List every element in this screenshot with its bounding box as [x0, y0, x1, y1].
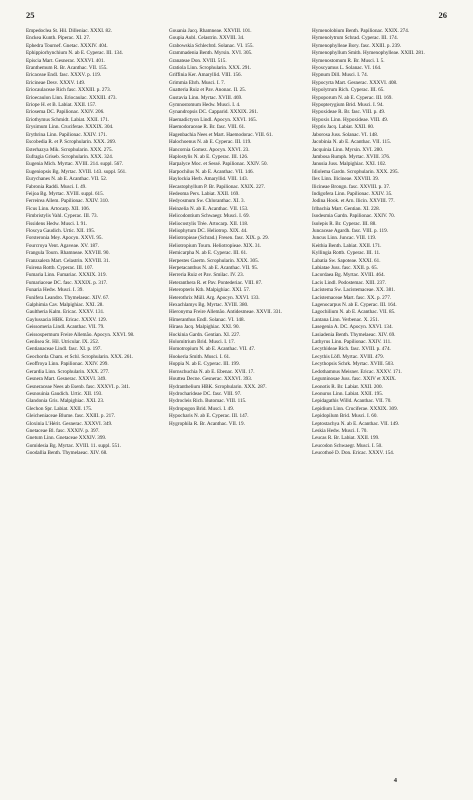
- index-entry: Grabowskia Schlechtd. Solanac. VI. 155.: [169, 42, 254, 49]
- index-entry: Fuirena Rottb. Cyperac. III. 107.: [26, 265, 94, 271]
- index-entry: Jaborosa Juss. Solanac. VI. 148.: [312, 131, 379, 138]
- index-entry: Erioecaulon Linn. Eriocaulac. XXXIII. 473.: [26, 94, 117, 101]
- index-entry: Leguminosae Juss. fasc. XXIV et XXIX.: [312, 376, 397, 383]
- index-entry: Fabronia Raddi. Musci. I. 49.: [26, 183, 87, 190]
- index-entry: Hydrocleis Rich. Butomac. VIII. 115.: [169, 398, 247, 405]
- index-entry: Keithia Benth. Labiat. XXII. 171.: [312, 242, 382, 249]
- index-entry: Gesnouinia Gaudich. Urtic. XII. 193.: [26, 390, 103, 397]
- index-entry: Ericaceae Endl. fasc. XXXV. p. 119.: [26, 72, 102, 79]
- index-entry: Ficus Linn. Artocarp. XII. 106.: [26, 205, 90, 212]
- index-entry: Heteropteris Kth. Malpighiac. XXI. 57.: [169, 287, 251, 294]
- index-entry: Erysimum Linn. Cruciferae. XXXIX. 304.: [26, 124, 114, 131]
- index-entry: Hemicarpha N. ab E. Cyperac. III. 61.: [169, 250, 248, 257]
- index-entry: Heterothrix Müll. Arg. Apocyn. XXVI. 133.: [169, 294, 260, 301]
- index-entry: Irlbachia Mart. Gentian. XI. 228.: [312, 205, 380, 212]
- index-entry: Hexachlamys Bg. Myrtac. XVIII. 380.: [169, 302, 249, 309]
- index-entry: Leonurus Linn. Labiat. XXII. 195.: [312, 390, 384, 397]
- index-entry: Gynandropsis DC. Capparid. XXXIX. 261.: [169, 109, 259, 116]
- index-entry: Haplostylis N. ab E. Cyperac. III. 126.: [169, 153, 249, 160]
- index-entry: Feijoa Bg. Myrtac. XVIII. suppl. 615.: [26, 190, 104, 197]
- index-entry: Hyptis Jacq. Labiat. XXII. 80.: [312, 124, 375, 131]
- index-entry: Jambosa Rumph. Myrtac. XVIII. 376.: [312, 153, 391, 160]
- index-entry: Leskia Hedw. Musci. I. 70.: [312, 427, 368, 434]
- index-entry: Hecastophyllum P. Br. Papilionac. XXIX. 227.: [169, 183, 265, 190]
- index-column-3: [312, 28, 448, 768]
- index-column-2: [169, 28, 305, 768]
- index-entry: Hymenophylleae Bory. fasc. XXIII. p. 239.: [312, 42, 402, 49]
- index-entry: Goupia Aubl. Celastrin. XXVIII. 34.: [169, 35, 245, 42]
- index-entry: Hagenbachia Nees et Mart. Haemodorac. VIII. 61.: [169, 131, 273, 138]
- index-entry: Hymenophyllum Smith. Hymenophylleae. XXIII. 281.: [312, 50, 425, 57]
- index-entry: Kyllingia Rottb. Cyperac. III. 11.: [312, 250, 381, 257]
- index-entry: Halochoenus N. ab E. Cyperac. III. 119.: [169, 139, 252, 146]
- index-entry: Griffinia Ker. Amaryllid. VIII. 156.: [169, 72, 242, 79]
- index-entry: Lepidagathis Willd. Acanthac. VII. 70.: [312, 398, 392, 405]
- index-entry: Heinzelia N. ab E. Acanthac. VII. 153.: [169, 205, 249, 212]
- index-entry: Fissidens Hedw. Musci. I. 91.: [26, 220, 88, 227]
- index-entry: Gloxinia L'Hérit. Gesnerac. XXXVI. 349.: [26, 420, 113, 427]
- index-entry: Fumariaceae DC. fasc. XXXIX. p. 317.: [26, 279, 108, 286]
- index-entry: Ericineae Desv. XXXV. 149.: [26, 79, 86, 86]
- index-entry: Hypopterygium Brid. Musci. I. 94.: [312, 102, 384, 109]
- index-entry: Eranthemum R. Br. Acanthac. VII. 155.: [26, 65, 108, 72]
- index-entry: Grimmia Ehrh. Musci. I. 7.: [169, 79, 225, 86]
- index-entry: Hiraea Jacq. Malpighiac. XXI. 90.: [169, 324, 240, 331]
- index-entry: Eriosema DC. Papilionac. XXIV. 206.: [26, 109, 105, 116]
- index-entry: Hookeria Smith. Musci. I. 61.: [169, 353, 231, 360]
- index-entry: Hypocharis N. ab E. Cyperac. III. 147.: [169, 413, 249, 420]
- index-entry: Haemadictyon Lindl. Apocyn. XXVI. 165.: [169, 116, 257, 123]
- index-entry: Homotropium N. ab E. Acanthac. VII. 47.: [169, 346, 256, 353]
- index-entry: Gerardia Linn. Scrophularin. XXX. 277.: [26, 368, 110, 375]
- index-entry: Lepidopilum Brid. Musci. I. 60.: [312, 413, 378, 420]
- index-entry: Gaultheria Kalm. Ericac. XXXV. 131.: [26, 309, 105, 316]
- index-entry: Lacordaea Bg. Myrtac. XVIII. 464.: [312, 272, 385, 279]
- index-entry: Leucothoë D. Don. Ericac. XXXV. 154.: [312, 450, 395, 457]
- index-entry: Leucodon Schwaegr. Musci. I. 50.: [312, 442, 383, 449]
- index-entry: Geoffroya Linn. Papilionac. XXIV. 299.: [26, 361, 109, 368]
- index-entry: Hypnum Dill. Musci. I. 74.: [312, 72, 368, 79]
- index-entry: Idiolema Gardn. Scrophularin. XXX. 295.: [312, 168, 399, 175]
- index-entry: Herpetacanthus N. ab E. Acanthac. VII. 95.: [169, 265, 259, 271]
- index-entry: Isodesmia Gardn. Papilionac. XXIV. 70.: [312, 213, 395, 220]
- index-entry: Eufragia Griseb. Scrophularin. XXX. 324.: [26, 153, 114, 160]
- index-entry: Eriothymus Schmidt. Labiat. XXII. 171.: [26, 116, 110, 123]
- index-entry: Erythrina Linn. Papilionac. XXIV. 171.: [26, 131, 107, 138]
- index-entry: Grammadenia Benth. Myrsin. XVI. 305.: [169, 50, 253, 57]
- index-entry: Hoppia N. ab E. Cyperac. III. 199.: [169, 361, 240, 368]
- index-entry: Eugeniopsis Bg. Myrtac. XVIII. 143. suppl. 561.: [26, 168, 127, 175]
- index-entry: Heliophytum DC. Heliotrop. XIX. 44.: [169, 227, 248, 234]
- index-entry: Hygrophila R. Br. Acanthac. VII. 19.: [169, 420, 245, 427]
- index-entry: Leonotis R. Br. Labiat. XXII. 200.: [312, 383, 383, 390]
- index-entry: Escobedia R. et P. Scrophularin. XXX. 269.: [26, 139, 117, 146]
- index-entry: Lacistemaceae Mart. fasc. XX. p. 277.: [312, 294, 392, 301]
- index-entry: Enckea Kunth. Piperac. XI. 27.: [26, 35, 91, 42]
- index-entry: Lagochilium N. ab E. Acanthac. VII. 85.: [312, 309, 396, 316]
- index-entry: Lecythopsis Schrk. Myrtac. XVIII. 503.: [312, 361, 395, 368]
- index-entry: Lasegenia A. DC. Apocyn. XXVI. 134.: [312, 324, 393, 331]
- index-entry: Hockinia Gardn. Gentian. XI. 227.: [169, 331, 241, 338]
- index-entry: Hieronyma Freire Allemão. Antidesmeae. XXVII. 331.: [169, 309, 283, 316]
- page-number-left: 25: [26, 10, 35, 20]
- index-entry: Heliotropieae (Schrad.) Fresen. fasc. XIX. p. 29.: [169, 235, 269, 242]
- index-entry: Hymenolytrum Schrad. Cyperac. III. 174.: [312, 35, 398, 42]
- index-entry: Gaylussacia HBK. Ericac. XXXV. 129.: [26, 316, 107, 323]
- index-entry: Hypocyrta Mart. Gesnerac. XXXVI. 408.: [312, 79, 398, 86]
- index-entry: Hymenostomum R. Br. Musci. I. 5.: [312, 57, 385, 64]
- index-entry: Jacobinia N. ab E. Acanthac. VII. 115.: [312, 139, 391, 146]
- index-entry: Gentianaceae Lindl. fasc. XI. p. 197.: [26, 346, 102, 353]
- index-entry: Hedyosmum Sw. Chloranthac. XI. 3.: [169, 198, 245, 205]
- index-entry: Galphimia Cav. Malpighiac. XXI. 28.: [26, 302, 104, 309]
- index-entry: Gomidesia Bg. Myrtac. XVIII. 11. suppl. 551.: [26, 442, 121, 449]
- index-entry: Hornschuchia N. ab E. Ebenac. XVII. 17.: [169, 368, 255, 375]
- index-entry: Hydrocharideae DC. fasc. VIII. 97.: [169, 390, 242, 397]
- index-entry: Indigofera Linn. Papilionac. XXIV. 35.: [312, 190, 393, 197]
- index-entry: Juncaceae Agardh. fasc. VIII. p. 119.: [312, 227, 388, 234]
- index-entry: Hedeoma Pers. Labiat. XXII. 169.: [169, 190, 240, 197]
- index-entry: Ferreirea Allem. Papilionac. XXIV. 310.: [26, 198, 109, 205]
- index-entry: Gnetum Linn. Gnetaceae XXXIV. 399.: [26, 435, 107, 442]
- index-entry: Gymnostomum Hedw. Musci. I. 4.: [169, 102, 241, 109]
- index-entry: Harpalyce Moc. et Sessé. Papilionac. XXIV. 50.: [169, 161, 268, 168]
- index-entry: Lantana Linn. Verbenac. X. 251.: [312, 316, 379, 323]
- index-entry: Jodina Hook. et Arn. Ilicin. XXVIII. 77.: [312, 198, 395, 205]
- index-entry: Gnetaceae Bl. fasc. XXXIV. p. 397.: [26, 427, 100, 434]
- index-entry: Lecythis Löfl. Myrtac. XVIII. 479.: [312, 353, 384, 360]
- index-entry: Herpestes Gaertn. Scrophularin. XXX. 305.: [169, 257, 259, 264]
- index-entry: Geochorda Cham. et Schl. Scrophularin. XXX. 261.: [26, 353, 134, 360]
- index-entry: Lathyrus Linn. Papilionac. XXIV. 111.: [312, 339, 392, 346]
- index-entry: Eugenia Mich. Myrtac. XVIII. 214. suppl. 567.: [26, 161, 124, 168]
- index-entry: Lacis Lindl. Podostemac. XIII. 237.: [312, 279, 386, 286]
- index-entry: Funifera Leandro. Thymelaeac. XIV. 67.: [26, 294, 110, 301]
- index-entry: Glechon Spr. Labiat. XXII. 175.: [26, 405, 93, 412]
- page-number-right: 26: [438, 10, 447, 20]
- index-entry: Hypolytrum Rich. Cyperac. III. 65.: [312, 87, 385, 94]
- index-entry: Eurychanes N. ab E. Acanthac. VII. 52.: [26, 176, 108, 183]
- index-entry: Ledothamnus Meisner. Ericac. XXXV. 171.: [312, 368, 402, 375]
- index-entry: Glandonia Gris. Malpighiac. XXI. 23.: [26, 398, 105, 405]
- index-entry: Gratiola Linn. Scrophularin. XXX. 291.: [169, 65, 252, 72]
- index-entry: Gesneraceae Nees ab Esenb. fasc. XXXVI. p. 341.: [26, 383, 131, 390]
- index-entry: Geissomeria Lindl. Acanthac. VII. 79.: [26, 324, 105, 331]
- index-entry: Haylockia Herb. Amaryllid. VIII. 143.: [169, 176, 248, 183]
- index-entry: Gouania Jacq. Rhamneae. XXVIII. 101.: [169, 28, 252, 34]
- signature-mark: 4: [393, 777, 397, 784]
- index-entry: Funaria Hedw. Musci. I. 39.: [26, 287, 84, 294]
- index-entry: Holomitrium Brid. Musci. I. 17.: [169, 339, 235, 346]
- index-entry: Genlisea St. Hil. Utricular. IX. 252.: [26, 339, 100, 346]
- index-entry: Lasiadenia Benth. Thymelaeac. XIV. 69.: [312, 331, 396, 338]
- index-entry: Geissospermum Freire Allemão. Apocyn. XXVI. 98.: [26, 331, 135, 338]
- index-entry: Heliotropium Tourn. Heliotropieae. XIX. 31.: [169, 242, 262, 249]
- index-entry: Granateae Don. XVIII. 515.: [169, 57, 227, 64]
- index-entry: Gleicheniaceae Blume. fasc. XXIII. p. 217.: [26, 413, 116, 420]
- index-entry: Herreria Ruiz et Pav. Smilac. IV. 23.: [169, 272, 244, 279]
- index-entry: Ilicineae Brongn. fasc. XXVIII. p. 37.: [312, 183, 391, 190]
- index-entry: Leucas R. Br. Labiat. XXII. 199.: [312, 435, 380, 442]
- index-entry: Episcia Mart. Gesnerac. XXXVI. 401.: [26, 57, 105, 64]
- index-entry: Fumaria Linn. Fumariac. XXXIX. 319.: [26, 272, 107, 279]
- index-entry: Heteranthera R. et Pav. Pontederiac. VIII. 87.: [169, 279, 263, 286]
- index-entry: Empedoclea St. Hil. Dilleniac. XXXI. 82.: [26, 28, 112, 34]
- index-entry: Heliocostylis Trée. Artocarp. XII. 118.: [169, 220, 249, 227]
- index-entry: Ephippiorhynchium N. ab E. Cyperac. III. 134.: [26, 50, 123, 57]
- index-entry: Franzsalera Mart. Celastrin. XXVIII. 31.: [26, 257, 110, 264]
- index-entry: Esterhazya Mik. Scrophularin. XXX. 275.: [26, 146, 113, 153]
- index-entry: Forsteronia Mey. Apocyn. XXVI. 95.: [26, 235, 103, 242]
- index-entry: Hypoxideae R. Br. fasc. VIII. p. 49.: [312, 109, 386, 116]
- index-entry: Hymenolobium Benth. Papilionac. XXIX. 274.: [312, 28, 410, 34]
- index-entry: Goodallia Benth. Thymelaeac. XIV. 68.: [26, 450, 108, 457]
- index-entry: Helicodontium Schwaegr. Musci. I. 69.: [169, 213, 250, 220]
- index-entry: Haemodoraceae R. Br. fasc. VIII. 61.: [169, 124, 246, 131]
- index-entry: Himeranthus Endl. Solanac. VI. 148.: [169, 316, 245, 323]
- index-entry: Hypoxis Linn. Hypoxideae. VIII. 49.: [312, 116, 389, 123]
- index-column-1: [26, 28, 162, 768]
- index-entry: Guatteria Ruiz et Pav. Anonac. II. 25.: [169, 87, 247, 94]
- index-entry: Eriope H. et B. Labiat. XXII. 157.: [26, 102, 97, 109]
- index-entry: Labiatae Juss. fasc. XXII. p. 65.: [312, 265, 378, 271]
- index-entry: Hyoscyamus L. Solanac. VI. 164.: [312, 65, 382, 72]
- index-entry: Eriocaulaceae Rich fasc. XXXIII. p. 273.: [26, 87, 111, 94]
- index-columns: [26, 28, 448, 768]
- index-entry: Hypoporum N. ab E. Cyperac. III. 169.: [312, 94, 393, 101]
- index-entry: Hancornia Gomez. Apocyn. XXVI. 23.: [169, 146, 250, 153]
- index-entry: Gesnera Mart. Gesnerac. XXXVI. 349.: [26, 376, 107, 383]
- index-entry: Ilex Linn. Ilicineae. XXVIII. 39.: [312, 176, 380, 183]
- index-entry: Hydropogon Brid. Musci. I. 49.: [169, 405, 235, 412]
- index-entry: Ephedra Tournef. Gnetac. XXXIV. 404.: [26, 42, 108, 49]
- index-entry: Fourcroya Vent. Agaveae. XV. 187.: [26, 242, 99, 249]
- index-entry: Juncus Linn. Juncac. VIII. 119.: [312, 235, 377, 242]
- index-entry: Harpochilus N. ab E. Acanthac. VII. 146.: [169, 168, 254, 175]
- index-entry: Gustavia Linn. Myrtac. XVIII. 469.: [169, 94, 243, 101]
- index-entry: Jacquinia Linn. Myrsin. XVI. 280.: [312, 146, 384, 153]
- index-entry: Hydranthelium HBK. Scrophularin. XXX. 287.: [169, 383, 267, 390]
- index-entry: Houttea Decne. Gesnerac. XXXVI. 393.: [169, 376, 253, 383]
- index-entry: Floscya Gaudich. Urtic. XII. 195.: [26, 227, 96, 234]
- index-entry: Frangula Tourn. Rhamneae. XXVIII. 90.: [26, 250, 110, 257]
- index-entry: Lepidium Linn. Cruciferae. XXXIX. 309.: [312, 405, 398, 412]
- index-entry: Lagenocarpus N. ab E. Cyperac. III. 164.: [312, 302, 397, 309]
- index-entry: Janusia Juss. Malpighiac. XXI. 102.: [312, 161, 387, 168]
- index-entry: Labatia Sw. Sapoteae. XXXI. 61.: [312, 257, 381, 264]
- index-entry: Lecythideae Rich. fasc. XVIII. p. 474.: [312, 346, 391, 353]
- index-entry: Isolepis R. Br. Cyperac. III. 88.: [312, 220, 377, 227]
- index-entry: Fimbristylis Vahl. Cyperac. III. 73.: [26, 213, 98, 220]
- index-entry: Leptostachya N. ab E. Acanthac. VII. 149.: [312, 420, 400, 427]
- index-entry: Lacistema Sw. Lacistemaceae. XX. 381.: [312, 287, 396, 294]
